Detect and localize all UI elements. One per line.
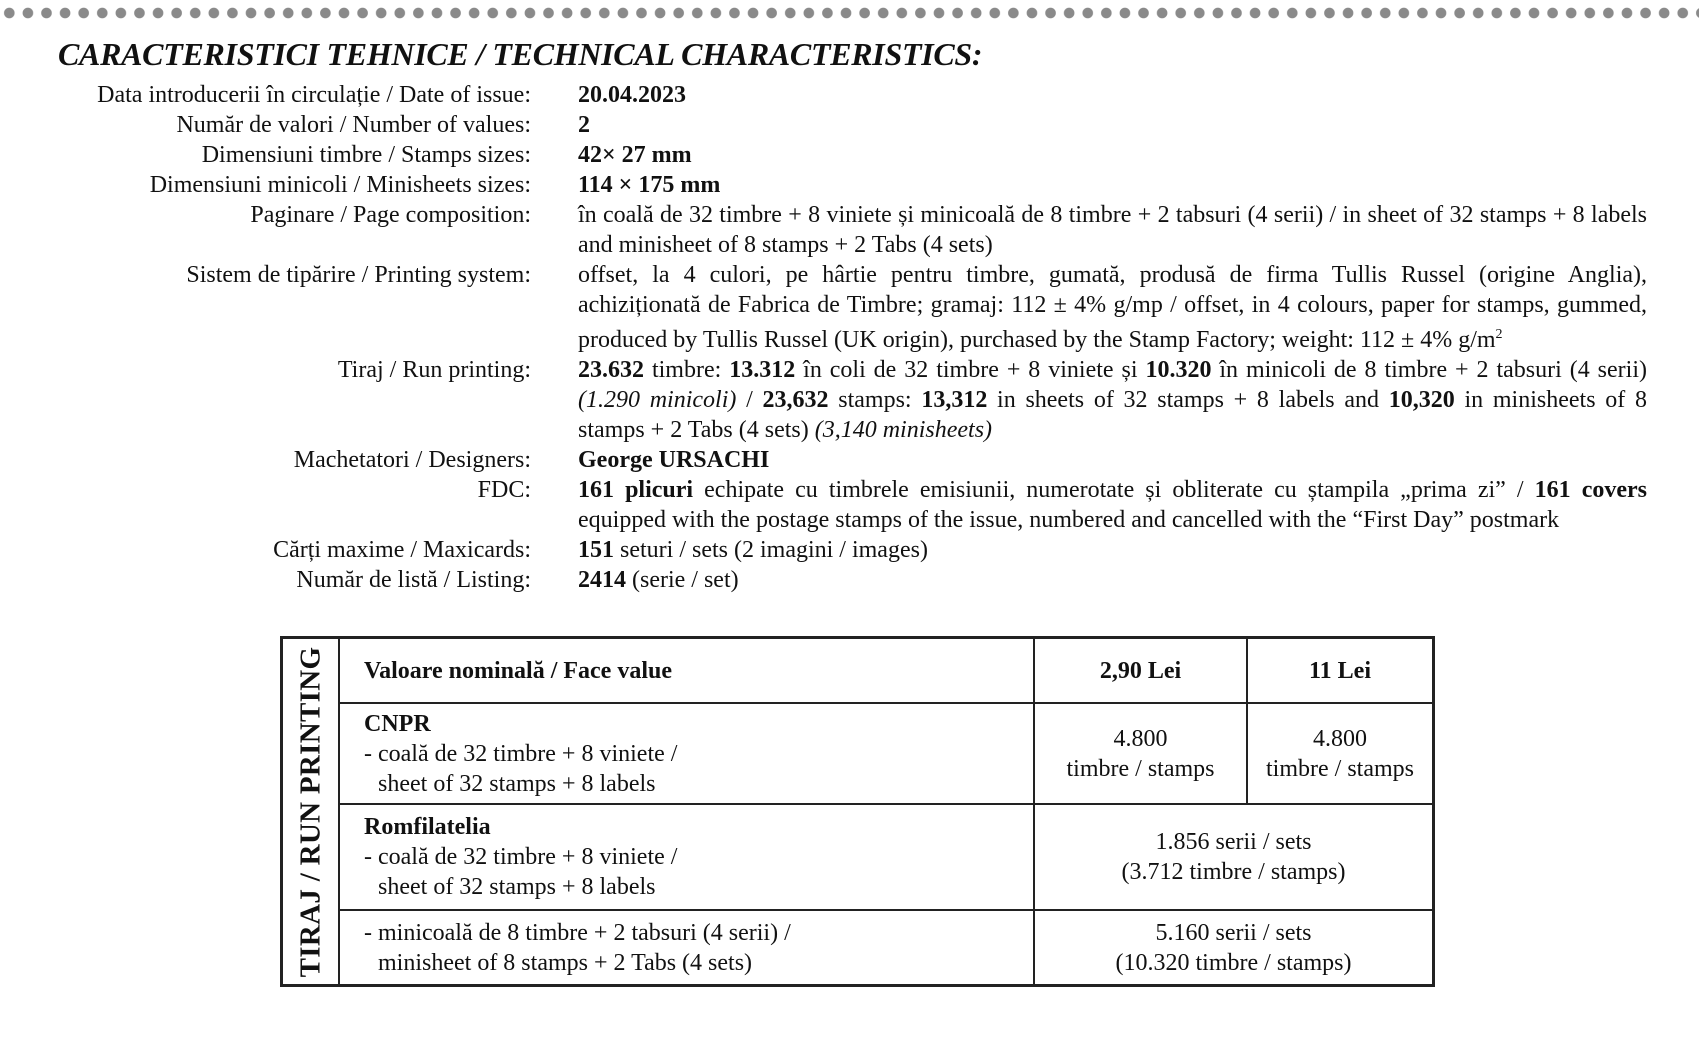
header-value-1: 2,90 Lei [1034, 639, 1247, 703]
row-title: CNPR [364, 710, 431, 737]
table-row-cnpr [340, 703, 1432, 804]
spec-label: Cărți maxime / Maxicards: [273, 537, 531, 563]
quantity-cell: 4.800 timbre / stamps [1247, 703, 1432, 804]
row-description: - minicoală de 8 timbre + 2 tabsuri (4 serii) / minisheet of 8 stamps + 2 Tabs (4 sets) [340, 910, 1034, 984]
section-title: CARACTERISTICI TEHNICE / TECHNICAL CHARACTERISTICS: [58, 36, 983, 72]
spec-value: 151 seturi / sets (2 imagini / images) [578, 537, 928, 563]
spec-row-maxicards [0, 535, 1699, 565]
spec-value: 2 [578, 112, 590, 138]
spec-row-printing [0, 260, 1699, 355]
side-label-cell [283, 639, 340, 984]
spec-row-fdc [0, 475, 1699, 535]
spec-label: Dimensiuni minicoli / Minisheets sizes: [149, 172, 531, 198]
spec-label: Număr de valori / Number of values: [176, 112, 531, 138]
spec-label: Machetatori / Designers: [293, 447, 531, 473]
spec-row-listing [0, 565, 1699, 595]
spec-row-designers [0, 445, 1699, 475]
spec-row-minisheet-size [0, 170, 1699, 200]
spec-value: 42× 27 mm [578, 142, 692, 168]
spec-value: offset, la 4 culori, pe hârtie pentru timbre, gumată, produsă de firma Tullis Russel (origine Anglia), achiziționată de Fabrica de Timbre; gramaj: 112 ± 4% g/mp / offset, in 4 colours, paper for stamps, gummed, produced by Tullis Russel (UK origin), purchased by the Stamp Factory; weight: 112 ± 4% $g/m^2$ [578, 262, 1647, 353]
spec-value: în coală de 32 timbre + 8 viniete și minicoală de 8 timbre + 2 tabsuri (4 serii) / in sheet of 32 stamps + 8 labels and minisheet of 8 stamps + 2 Tabs (4 sets) [578, 202, 1647, 258]
spec-label: Sistem de tipărire / Printing system: [186, 262, 531, 288]
dotted-border [0, 6, 1699, 20]
spec-row-stamp-size [0, 140, 1699, 170]
row-description: CNPR - coală de 32 timbre + 8 viniete / sheet of 32 stamps + 8 labels [340, 703, 1034, 804]
spec-row-date [0, 80, 1699, 110]
row-description: Romfilatelia - coală de 32 timbre + 8 viniete / sheet of 32 stamps + 8 labels [340, 804, 1034, 910]
quantity-cell: 5.160 serii / sets (10.320 timbre / stamps) [1034, 910, 1432, 984]
spec-value: George URSACHI [578, 447, 770, 473]
spec-label: FDC: [477, 477, 531, 503]
spec-value: 161 plicuri echipate cu timbrele emisiunii, numerotate și obliterate cu ștampila „prima zi” / 161 covers equipped with the postage stamps of the issue, numbered and cancelled with the “First Day” postmark [578, 477, 1648, 533]
specs-list [0, 80, 1699, 595]
table-row-minisheet [340, 910, 1432, 984]
row-title: Romfilatelia [364, 814, 491, 840]
side-label: TIRAJ / RUN PRINTING [294, 646, 326, 977]
spec-value: 23.632 timbre: 13.312 în coli de 32 timbre + 8 viniete și 10.320 în minicoli de 8 timbre + 2 tabsuri (4 serii) (1.290 minicoli) / 23,632 stamps: 13,312 in sheets of 32 stamps + 8 labels and 10,320 in minisheets of 8 stamps + 2 Tabs (4 sets) (3,140 minisheets) [578, 357, 1647, 443]
spec-row-page [0, 200, 1699, 260]
run-printing-table [280, 636, 1435, 987]
spec-row-values [0, 110, 1699, 140]
spec-row-run [0, 355, 1699, 445]
spec-label: Număr de listă / Listing: [296, 567, 531, 593]
spec-value: 114 × 175 mm [578, 172, 721, 198]
spec-value: 2414 (serie / set) [578, 567, 739, 593]
table-row-romfilatelia [340, 804, 1432, 910]
header-face-value: Valoare nominală / Face value [340, 639, 1034, 703]
header-value-2: 11 Lei [1247, 639, 1432, 703]
quantity-cell: 4.800 timbre / stamps [1034, 703, 1247, 804]
run-printing-grid [340, 639, 1432, 984]
spec-label: Data introducerii în circulație / Date of issue: [97, 82, 531, 108]
quantity-cell: 1.856 serii / sets (3.712 timbre / stamps) [1034, 804, 1432, 910]
table-header-row [340, 639, 1432, 703]
spec-label: Paginare / Page composition: [250, 202, 531, 228]
spec-label: Tiraj / Run printing: [337, 357, 531, 383]
spec-label: Dimensiuni timbre / Stamps sizes: [201, 142, 531, 168]
spec-value: 20.04.2023 [578, 82, 686, 108]
